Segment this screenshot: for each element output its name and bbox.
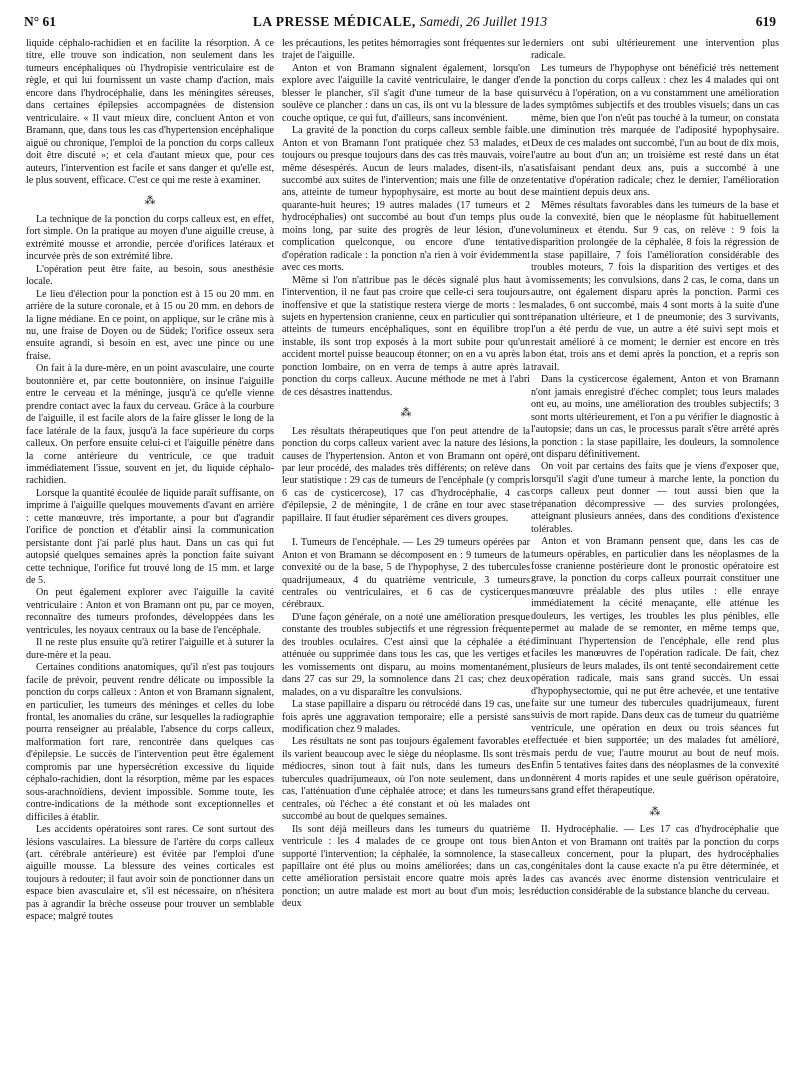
paragraph: La stase papillaire a disparu ou rétrocédé dans 19 cas, une fois après une aggravation temporaire; elle a persisté sans modification chez 9 malades. — [282, 699, 530, 736]
paragraph: La gravité de la ponction du corps calleux semble faible. Anton et von Bramann l'ont pratiquée chez 53 malades, et toujours ou presque toujours dans des cas très mauvais, voire même désespérés. Aucun de leurs malades, disent-ils, n'a succombé aux suites de l'intervention; mais une fille de onze ans, atteinte de tumeur hypophysaire, est morte au bout de quarante-huit heures; 19 autres malades (17 tumeurs et 2 hydrocéphalies) ont succombé au bout d'un temps plus ou moins long, par suite des progrès de leur lésion, d'une complication quelconque, ou encore d'une tentative d'opération radicale : la ponction n'a rien à voir évidemment avec ces morts. — [282, 125, 530, 274]
paragraph: Même si l'on n'attribue pas le décès signalé plus haut à l'intervention, il ne faut pas croire que celle-ci sera toujours inoffensive et que la statistique restera vierge de morts : les sujets en hypertension cranienne, ceux en particulier qui sont atteints de tumeurs encéphaliques, sont en équilibre trop instable, ils sont trop exposés à la mort subite pour qu'un accident mortel puisse beaucoup étonner; on en a vu après la ponction lombaire, on en verra de temps à autre après la ponction du corps calleux. Aucune méthode ne met à l'abri de ces désastres inattendus. — [282, 274, 530, 398]
paragraph: On fait à la dure-mère, en un point avasculaire, une courte boutonnière et, par cette boutonnière, on insinue l'aiguille entre le cerveau et la méninge, jusqu'à ce qu'elle vienne prendre contact avec la faux du cerveau. Grâce à la courbure de l'aiguille, il est facile alors de la faire glisser le long de la face latérale de la faux, jusqu'à la face supérieure du corps calleux. On perfore ensuite celui-ci et l'aiguille pénètre dans la corne antérieure du ventricule, ce que traduit immédiatement l'issue, souvent en jet, du liquide céphalo-rachidien. — [26, 363, 274, 487]
paragraph: Les tumeurs de l'hypophyse ont bénéficié très nettement de la ponction du corps calleux : chez les 4 malades qui ont survécu à l'opération, on a vu constamment une amélioration des symptômes subjectifs et des troubles visuels; dans un cas même, bien que l'on n'eût pas touché à la tumeur, on constata une diminution très marquée de l'adiposité hypophysaire. Deux de ces malades ont succombé, l'un au bout de dix mois, l'autre au bout d'un an; un troisième est resté dans un état satisfaisant pendant deux ans, puis a succombé à une tentative d'opération radicale; chez le dernier, l'amélioration se maintient depuis deux ans. — [531, 62, 779, 199]
issue-number: N° 61 — [24, 14, 57, 29]
paragraph: Dans la cysticercose également, Anton et von Bramann n'ont jamais enregistré d'échec complet; tous leurs malades ont eu, au moins, une amélioration des troubles subjectifs; 3 sont morts ultérieurement, et l'on a pu vérifier le diagnostic à l'autopsie; dans un cas, le processus paraît s'être arrêté après la ponction : la stase papillaire, les douleurs, la somnolence ont disparu définitivement. — [531, 374, 779, 460]
paragraph: Les résultats ne sont pas toujours également favorables et ils varient beaucoup avec le siège du néoplasme. Ils sont très médiocres, sinon tout à fait nuls, dans les tumeurs des tubercules quadrijumeaux, où l'on note seulement, dans un cas, l'atténuation d'une céphalée atroce; et dans les tumeurs centrales, où l'échec a été constant et où les malades ont succombé au bout de quelques semaines. — [282, 736, 530, 823]
paragraph: Certaines conditions anatomiques, qu'il n'est pas toujours facile de prévoir, peuvent rendre délicate ou impossible la ponction du corps calleux : Anton et von Bramann signalent, en particulier, les tumeurs des méninges et celles du lobe frontal, les anomalies du crâne, sur lesquelles la radiographie pourra renseigner au préalable, l'absence du corps calleux, malformation fort rare, rencontrée dans quelques cas d'épilepsie. Le succès de l'intervention peut être également compromis par une hypersécrétion excessive du liquide céphalo-rachidien, dont la résorption, même par les espaces sous-arachnoïdiens, devient impossible. Somme toute, les contre-indications de la méthode sont exceptionnelles et difficiles à établir. — [26, 662, 274, 823]
paragraph: On voit par certains des faits que je viens d'exposer que, lorsqu'il s'agit d'une tumeur à marche lente, la ponction du corps calleux peut donner — tout aussi bien que la trépanation décompressive — des survies prolongées, atteignant plusieurs années, dans des conditions d'existence tolérables. — [531, 461, 779, 535]
paragraph: Les accidents opératoires sont rares. Ce sont surtout des lésions vasculaires. La blessure de l'artère du corps calleux (art. cérébrale antérieure) est évitée par l'emploi d'une aiguille mousse. La blessure des veines corticales est toujours à redouter; il faut avoir soin de ponctionner dans un espace bien avasculaire et, s'il est nécessaire, on n'hésitera pas à agrandir la brèche osseuse pour trouver un semblable espace; malgré toutes — [26, 824, 274, 923]
paragraph: Mêmes résultats favorables dans les tumeurs de la base et de la convexité, bien que le néoplasme fût habituellement volumineux et étendu. Sur 9 cas, on relève : 9 fois la disparition prolongée de la céphalée, 8 fois la régression de la stase papillaire, 7 fois l'amélioration considérable des troubles moteurs, 7 fois la disparition des vertiges et des vomissements; les convulsions, dans 2 cas, le coma, dans un autre, ont également disparu après la ponction. Parmi ces malades, 6 ont succombé, mais 4 sont morts à la suite d'une trépanation ultérieure, et 1 de pneumonie; des 3 survivants, l'un a été perdu de vue, un autre a été suivi sept mois et restait amélioré à ce moment; le dernier est encore en très bon état, trois ans et demi après la ponction, et a repris son travail. — [531, 199, 779, 373]
section-heading-paragraph: I. Tumeurs de l'encéphale. — Les 29 tumeurs opérées par Anton et von Bramann se décomposent en : 9 tumeurs de la convexité ou de la base, 5 de l'hypophyse, 2 des tubercules quadrijumeaux, 4 du quatrième ventricule, 3 tumeurs centrales ou ventriculaires, et 6 cas de cysticerques cérébraux. — [282, 537, 530, 611]
paragraph: Lorsque la quantité écoulée de liquide paraît suffisante, on imprime à l'aiguille quelques mouvements d'avant en arrière : cette manœuvre, très importante, a pour but d'agrandir l'orifice de ponction et d'établir ainsi la communication persistante dont j'ai parlé plus haut. Dans un cas qui fut autopsié quelques semaines après la ponction faite suivant cette technique, l'orifice fut trouvé long de 15 mm. et large de 5. — [26, 487, 274, 587]
paragraph: derniers ont subi ultérieurement une intervention plus radicale. — [531, 38, 779, 62]
paragraph: Anton et von Bramann signalent également, lorsqu'on explore avec l'aiguille la cavité ventriculaire, le danger d'en blesser le plancher, s'il s'agit d'une tumeur de la base qui soulève ce plancher : dans un cas, ils ont vu la blessure de la couche optique, ce qui fut, d'ailleurs, sans inconvénient. — [282, 62, 530, 124]
column-3 — [531, 38, 779, 1074]
paragraph: On peut également explorer avec l'aiguille la cavité ventriculaire : Anton et von Bramann ont pu, par ce moyen, reconnaître des tumeurs profondes, développées dans les ventricules, les noyaux centraux ou la base de l'encéphale. — [26, 587, 274, 636]
paragraph: Il ne reste plus ensuite qu'à retirer l'aiguille et à suturer la dure-mère et la peau. — [26, 637, 274, 661]
column-2 — [282, 38, 530, 1074]
paragraph: D'une façon générale, on a noté une amélioration presque constante des troubles subjectifs et une régression fréquente des troubles oculaires. C'est ainsi que la céphalée a été atténuée ou supprimée dans tous les cas, que les vertiges et les vomissements ont disparu, au moins momentanément, dans 27 cas sur 29, la somnolence dans 21 cas; chez deux malades, on a vu disparaître les convulsions. — [282, 611, 530, 698]
paragraph: Ils sont déjà meilleurs dans les tumeurs du quatrième ventricule : les 4 malades de ce groupe ont tous bien supporté l'intervention; la céphalée, la somnolence, la stase papillaire ont été plus ou moins améliorées; dans un cas, cette amélioration persistait encore quatre mois après la ponction; un autre malade est mort au bout d'un mois; les deux — [282, 823, 530, 910]
page-header — [24, 14, 776, 34]
column-1 — [26, 38, 274, 1074]
section-asterism: ⁂ — [649, 805, 661, 818]
paragraph: L'opération peut être faite, au besoin, sous anesthésie locale. — [26, 263, 274, 288]
journal-title-line — [24, 14, 776, 30]
paragraph: Anton et von Bramann pensent que, dans les cas de tumeurs opérables, en particulier dans les néoplasmes de la fosse cranienne postérieure dont le pronostic opératoire est grave, la ponction du corps calleux pourrait constituer une manœuvre préalable des plus utiles : elle enraye immédiatement la cécité menaçante, elle atténue les douleurs, les vertiges, les troubles les plus pénibles, elle permet au malade de se remonter, en même temps que, diminuant l'hypertension de l'encéphale, elle rend plus faciles les manœuvres de l'opération radicale. De fait, chez plusieurs de leurs malades, ils ont tenté secondairement cette opération radicale, mais sans grand succès. Un essai d'hypophysectomie, qui ne put être achevée, et une tentative faite sur une tumeur des tubercules quadrijumeaux, furent suivis de mort rapide. Dans deux cas de tumeur du quatrième ventricule, une opération en deux ou trois séances fut effectuée et bien supportée; un des malades fut amélioré, mais perdu de vue; l'autre mourut au bout de neuf mois. Enfin 5 tentatives faites dans des néoplasmes de la convexité donnèrent 4 morts rapides et une seule guérison opératoire, sans grand effet thérapeutique. — [531, 536, 779, 797]
section-heading-paragraph: II. Hydrocéphalie. — Les 17 cas d'hydrocéphalie que Anton et von Bramann ont traités par la ponction du corps calleux concernent, pour la plupart, des hydrocéphalies congénitales dont la cause exacte n'a pu être déterminée, et des cas avancés avec énorme distension ventriculaire et réduction considérable de la substance blanche du cerveau. — [531, 824, 779, 898]
page-number: 619 — [755, 14, 776, 29]
paragraph: Les résultats thérapeutiques que l'on peut attendre de la ponction du corps calleux varient avec la nature des lésions, causes de l'hypertension. Anton et von Bramann ont opéré, par leur procédé, des malades très différents; on relève dans leur statistique : 29 cas de tumeurs de l'encéphale (y compris 6 cas de cysticercose), 17 cas d'hydrocéphalie, 4 cas d'épilepsie, 2 de méningite, 1 de crâne en tour avec stase papillaire. Il faut étudier séparément ces divers groupes. — [282, 425, 530, 524]
section-asterism: ⁂ — [144, 195, 156, 208]
journal-title: LA PRESSE MÉDICALE, — [252, 14, 416, 29]
paragraph: La technique de la ponction du corps calleux est, en effet, fort simple. On la pratique au moyen d'une aiguille creuse, à extrémité mousse et arrondie, percée d'orifices latéraux et incurvée près de son extrémité libre. — [26, 213, 274, 263]
section-asterism: ⁂ — [400, 407, 412, 420]
paragraph: Le lieu d'élection pour la ponction est à 15 ou 20 mm. en arrière de la suture coronale, et à 15 ou 20 mm. en dehors de la ligne médiane. En ce point, on applique, sur le crâne mis à nu, une fraise de Doyen ou de Südek; l'orifice osseux sera ensuite agrandi, si besoin en est, avec une pince ou une fraise. — [26, 288, 274, 362]
issue-date: Samedi, 26 Juillet 1913 — [419, 14, 548, 29]
paragraph: liquide céphalo-rachidien et en facilite la résorption. A ce titre, elle trouve son indication, non seulement dans les tumeurs encéphaliques où l'hydropisie ventriculaire est de règle, et qui lui fournissent un vaste champ d'action, mais encore dans l'hydrocéphalie, dans les méningites séreuses, dans certaines épilepsies accompagnées de distension ventriculaire. « Il vaut mieux dire, concluent Anton et von Bramann, que, dans tous les cas d'hypertension encéphalique aiguë ou chronique, l'emploi de la ponction du corps calleux doit être discuté »; et cela d'autant mieux que, pour ces auteurs, l'intervention est facile et sans danger et qu'elle est, le plus souvent, efficace. C'est ce qui me reste à examiner. — [26, 38, 274, 186]
paragraph: les précautions, les petites hémorragies sont fréquentes sur le trajet de l'aiguille. — [282, 38, 530, 62]
